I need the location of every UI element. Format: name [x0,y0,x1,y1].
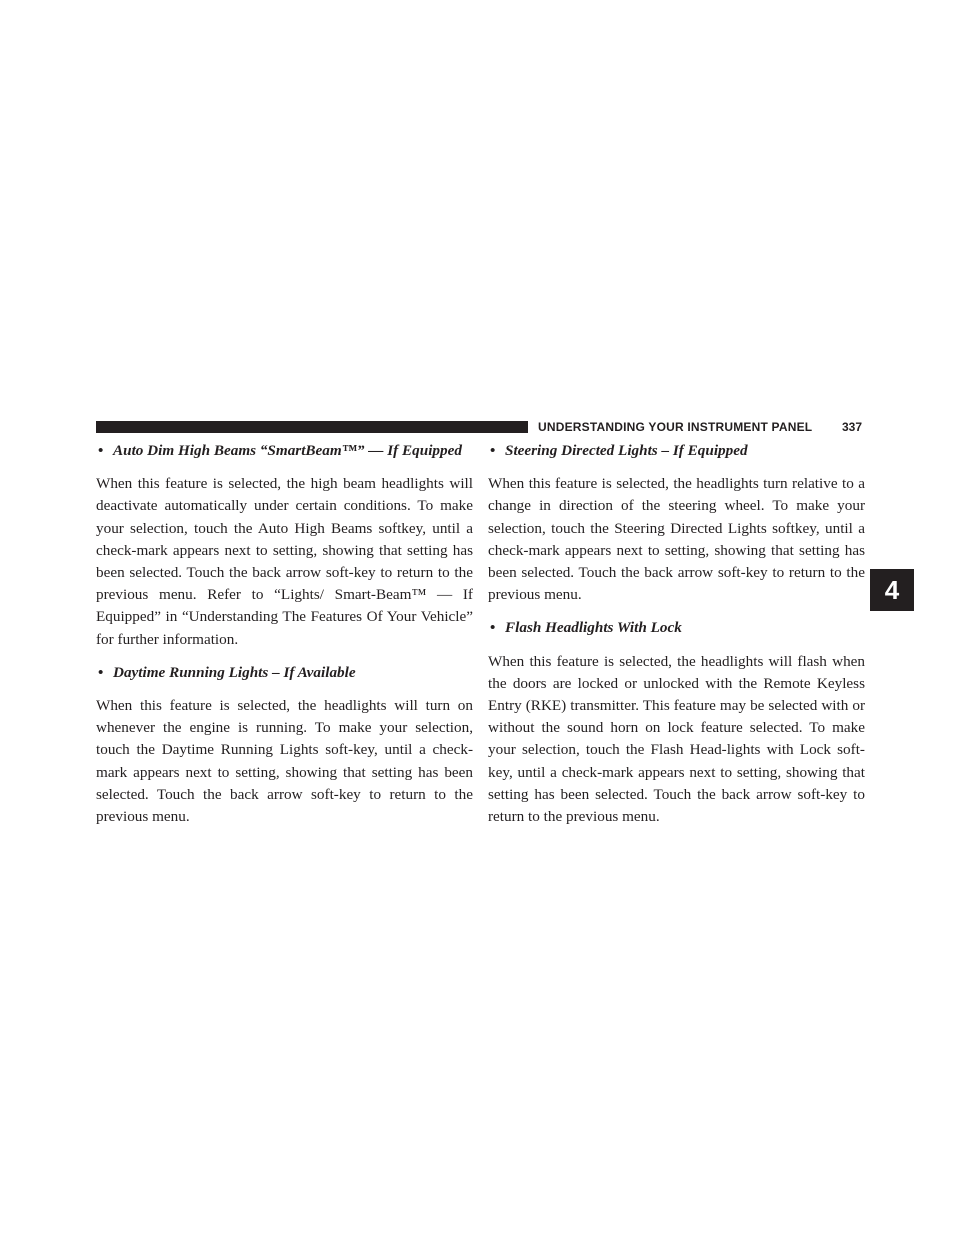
section-heading-steering-directed-lights [488,440,865,462]
header-rule [96,421,528,433]
bullet: • [490,442,496,459]
chapter-tab: 4 [870,569,914,611]
section-body-flash-headlights-with-lock: When this feature is selected, the headlights will flash when the doors are locked or unlocked with the Remote Keyless Entry (RKE) transmitter. This feature may be selected with or without the sound horn on lock feature selected. To make your selection, touch the Flash Head-lights with Lock soft-key, until a check-mark appears next to setting, showing that setting has been selected. Touch the back arrow soft-key to return to the previous menu. [488,652,865,826]
heading-text: Daytime Running Lights – If Available [113,663,356,681]
bullet: • [490,619,496,637]
section-body-daytime-running-lights: When this feature is selected, the headlights will turn on whenever the engine is running. To make your selection, touch the Daytime Running Lights soft-key, until a check-mark appears next to setting, showing that setting has been selected. Touch the back arrow soft-key to return to the previous menu. [96,697,473,826]
heading-text: Auto Dim High Beams “SmartBeam™” — If Equipped [113,442,462,459]
heading-text: Flash Headlights With Lock [505,619,682,637]
bullet: • [98,442,104,459]
section-body-steering-directed-lights: When this feature is selected, the headlights turn relative to a change in direction of the steering wheel. To make your selection, touch the Steering Directed Lights softkey, until a check-mark appears next to setting, showing that setting has been selected. Touch the back arrow soft-key to return to the previous menu. [488,475,865,604]
left-column [96,440,473,839]
section-body-auto-dim-high-beams: When this feature is selected, the high beam headlights will deactivate automatically under certain conditions. To make your selection, touch the Auto High Beams softkey, until a check-mark appears next to setting, showing that setting has been selected. Touch the back arrow soft-key to return to the previous menu. Refer to “Lights/ Smart-Beam™ — If Equipped” in “Understanding The Features Of Your Vehicle” for further information. [96,475,473,648]
heading-text: Steering Directed Lights – If Equipped [505,442,748,459]
section-heading-auto-dim-high-beams [96,440,473,462]
bullet: • [98,663,104,681]
page-number: 337 [842,420,863,434]
right-column [488,440,865,839]
running-header-title: UNDERSTANDING YOUR INSTRUMENT PANEL [538,420,813,434]
section-heading-flash-headlights-with-lock [488,617,865,639]
section-heading-daytime-running-lights [96,662,473,684]
